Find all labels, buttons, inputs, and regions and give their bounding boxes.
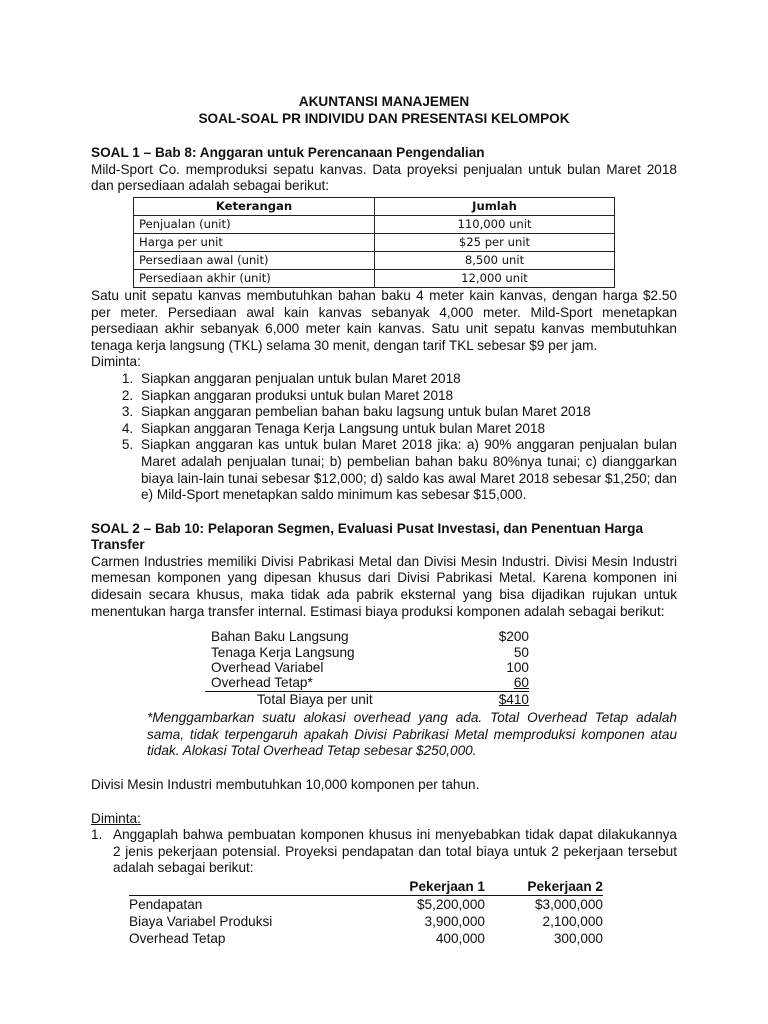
table-cell: $25 per unit (375, 233, 615, 251)
table-cell: Persediaan akhir (unit) (134, 269, 375, 287)
spacer (91, 760, 677, 777)
cost-value: $200 (498, 629, 529, 645)
soal2-heading: SOAL 2 – Bab 10: Pelaporan Segmen, Evaluasi Pusat Investasi, dan Penentuan Harga Transfer (91, 520, 644, 553)
table-row (211, 675, 529, 690)
footnote: *Menggambarkan suatu alokasi overhead yang ada. Total Overhead Tetap adalah sama, tidak terpengaruh apakah Divisi Pabrikasi Metal memproduksi komponen atau tidak. Alokasi Total Overhead Tetap sebesar $250,000. (147, 710, 677, 759)
table-cell: Harga per unit (134, 233, 375, 251)
total-label: Total Biaya per unit (257, 691, 373, 707)
table-cell: Persediaan awal (unit) (134, 251, 375, 269)
list-item: 2. Siapkan anggaran produksi untuk bulan Maret 2018 (137, 388, 677, 405)
total-value: $410 (498, 691, 529, 707)
soal1-intro: Mild-Sport Co. memproduksi sepatu kanvas. Data proyeksi penjualan untuk bulan Maret 2018 dan persediaan adalah sebagai berikut: (91, 161, 677, 194)
soal2-intro: Carmen Industries memiliki Divisi Pabrikasi Metal dan Divisi Mesin Industri. Divisi Mesin Industri memesan komponen yang dipesan khusus dari Divisi Pabrikasi Metal. Karena komponen ini didesain secara khusus, maka tidak ada pabrik eksternal yang bisa dijadikan rujukan untuk menentukan harga transfer internal. Estimasi biaya produksi komponen adalah sebagai berikut: (91, 553, 677, 619)
soal1-diminta: Diminta: (91, 354, 141, 370)
table-cell: Pendapatan (129, 896, 203, 912)
table-row (134, 215, 615, 233)
table-row (129, 913, 603, 930)
table-row (211, 660, 529, 675)
list-item: 5. Siapkan anggaran kas untuk bulan Maret 2018 jika: a) 90% anggaran penjualan bulan Maret adalah penjualan tunai; b) pembelian bahan baku 80%nya tunai; c) dianggarkan biaya lain-lain tunai sebesar $12,000; d) saldo kas awal Maret 2018 sebesar $1,250; dan e) Mild-Sport menetapkan saldo minimum kas sebesar $15,000. (137, 437, 677, 503)
table-cell: 300,000 (553, 930, 603, 946)
table-header: Jumlah (375, 197, 615, 215)
total-row (205, 691, 529, 707)
table-header: Pekerjaan 2 (527, 878, 603, 894)
cost-label: Bahan Baku Langsung (211, 629, 349, 645)
cost-estimate-table (211, 629, 529, 707)
table-cell: Biaya Variabel Produksi (129, 913, 273, 929)
spacer (91, 794, 677, 811)
table-row (211, 645, 529, 660)
table-cell: 2,100,000 (542, 913, 603, 929)
list-item: 4. Siapkan anggaran Tenaga Kerja Langsung untuk bulan Maret 2018 (137, 421, 677, 438)
question-1 (91, 827, 677, 877)
doc-title: AKUNTANSI MANAJEMEN (298, 94, 470, 109)
table-row (134, 233, 615, 251)
table-row (134, 251, 615, 269)
need-statement: Divisi Mesin Industri membutuhkan 10,000 komponen per tahun. (91, 776, 480, 792)
table-header: Pekerjaan 1 (409, 878, 485, 894)
table-header: Keterangan (134, 197, 375, 215)
table-cell: 3,900,000 (424, 913, 485, 929)
table-row (129, 896, 603, 913)
table-row (211, 629, 529, 644)
cost-label: Tenaga Kerja Langsung (211, 644, 355, 660)
soal1-task-list (91, 371, 677, 504)
soal1-table (133, 197, 615, 288)
table-cell: $3,000,000 (534, 896, 603, 912)
table-cell: 8,500 unit (375, 251, 615, 269)
table-cell: 110,000 unit (375, 215, 615, 233)
table-header (129, 878, 349, 895)
question-number: 1. (91, 827, 103, 843)
table-cell: 12,000 unit (375, 269, 615, 287)
table-cell: Overhead Tetap (129, 930, 226, 946)
cost-label: Overhead Tetap* (211, 675, 313, 691)
cost-value: 100 (506, 660, 529, 676)
question-text: Anggaplah bahwa pembuatan komponen khusus ini menyebabkan tidak dapat dilakukannya 2 jenis pekerjaan potensial. Proyeksi pendapatan dan total biaya untuk 2 pekerjaan tersebut adalah sebagai berikut: (113, 827, 677, 876)
table-cell: Penjualan (unit) (134, 215, 375, 233)
list-item: 3. Siapkan anggaran pembelian bahan baku lagsung untuk bulan Maret 2018 (137, 404, 677, 421)
table-cell: $5,200,000 (416, 896, 485, 912)
table-cell: 400,000 (435, 930, 485, 946)
list-item: 1. Siapkan anggaran penjualan untuk bulan Maret 2018 (137, 371, 677, 388)
table-header-row (129, 878, 603, 896)
jobs-table (129, 878, 603, 947)
doc-subtitle: SOAL-SOAL PR INDIVIDU DAN PRESENTASI KELOMPOK (198, 110, 570, 126)
cost-value: 50 (513, 644, 529, 660)
soal1-heading: SOAL 1 – Bab 8: Anggaran untuk Perencanaan Pengendalian (91, 145, 485, 161)
table-row (129, 930, 603, 947)
spacer (91, 504, 677, 521)
soal1-body: Satu unit sepatu kanvas membutuhkan bahan baku 4 meter kain kanvas, dengan harga $2.50 per meter. Persediaan awal kain kanvas sebanyak 4,000 meter. Mild-Sport menetapkan persediaan akhir sebanyak 6,000 meter kain kanvas. Satu unit sepatu kanvas membutuhkan tenaga kerja langsung (TKL) selama 30 menit, dengan tarif TKL sebesar $9 per jam. (91, 287, 677, 353)
cost-label: Overhead Variabel (211, 660, 324, 676)
soal2-diminta: Diminta: (91, 810, 141, 826)
table-row (134, 269, 615, 287)
cost-value: 60 (513, 675, 529, 691)
table-header-row (134, 197, 615, 215)
